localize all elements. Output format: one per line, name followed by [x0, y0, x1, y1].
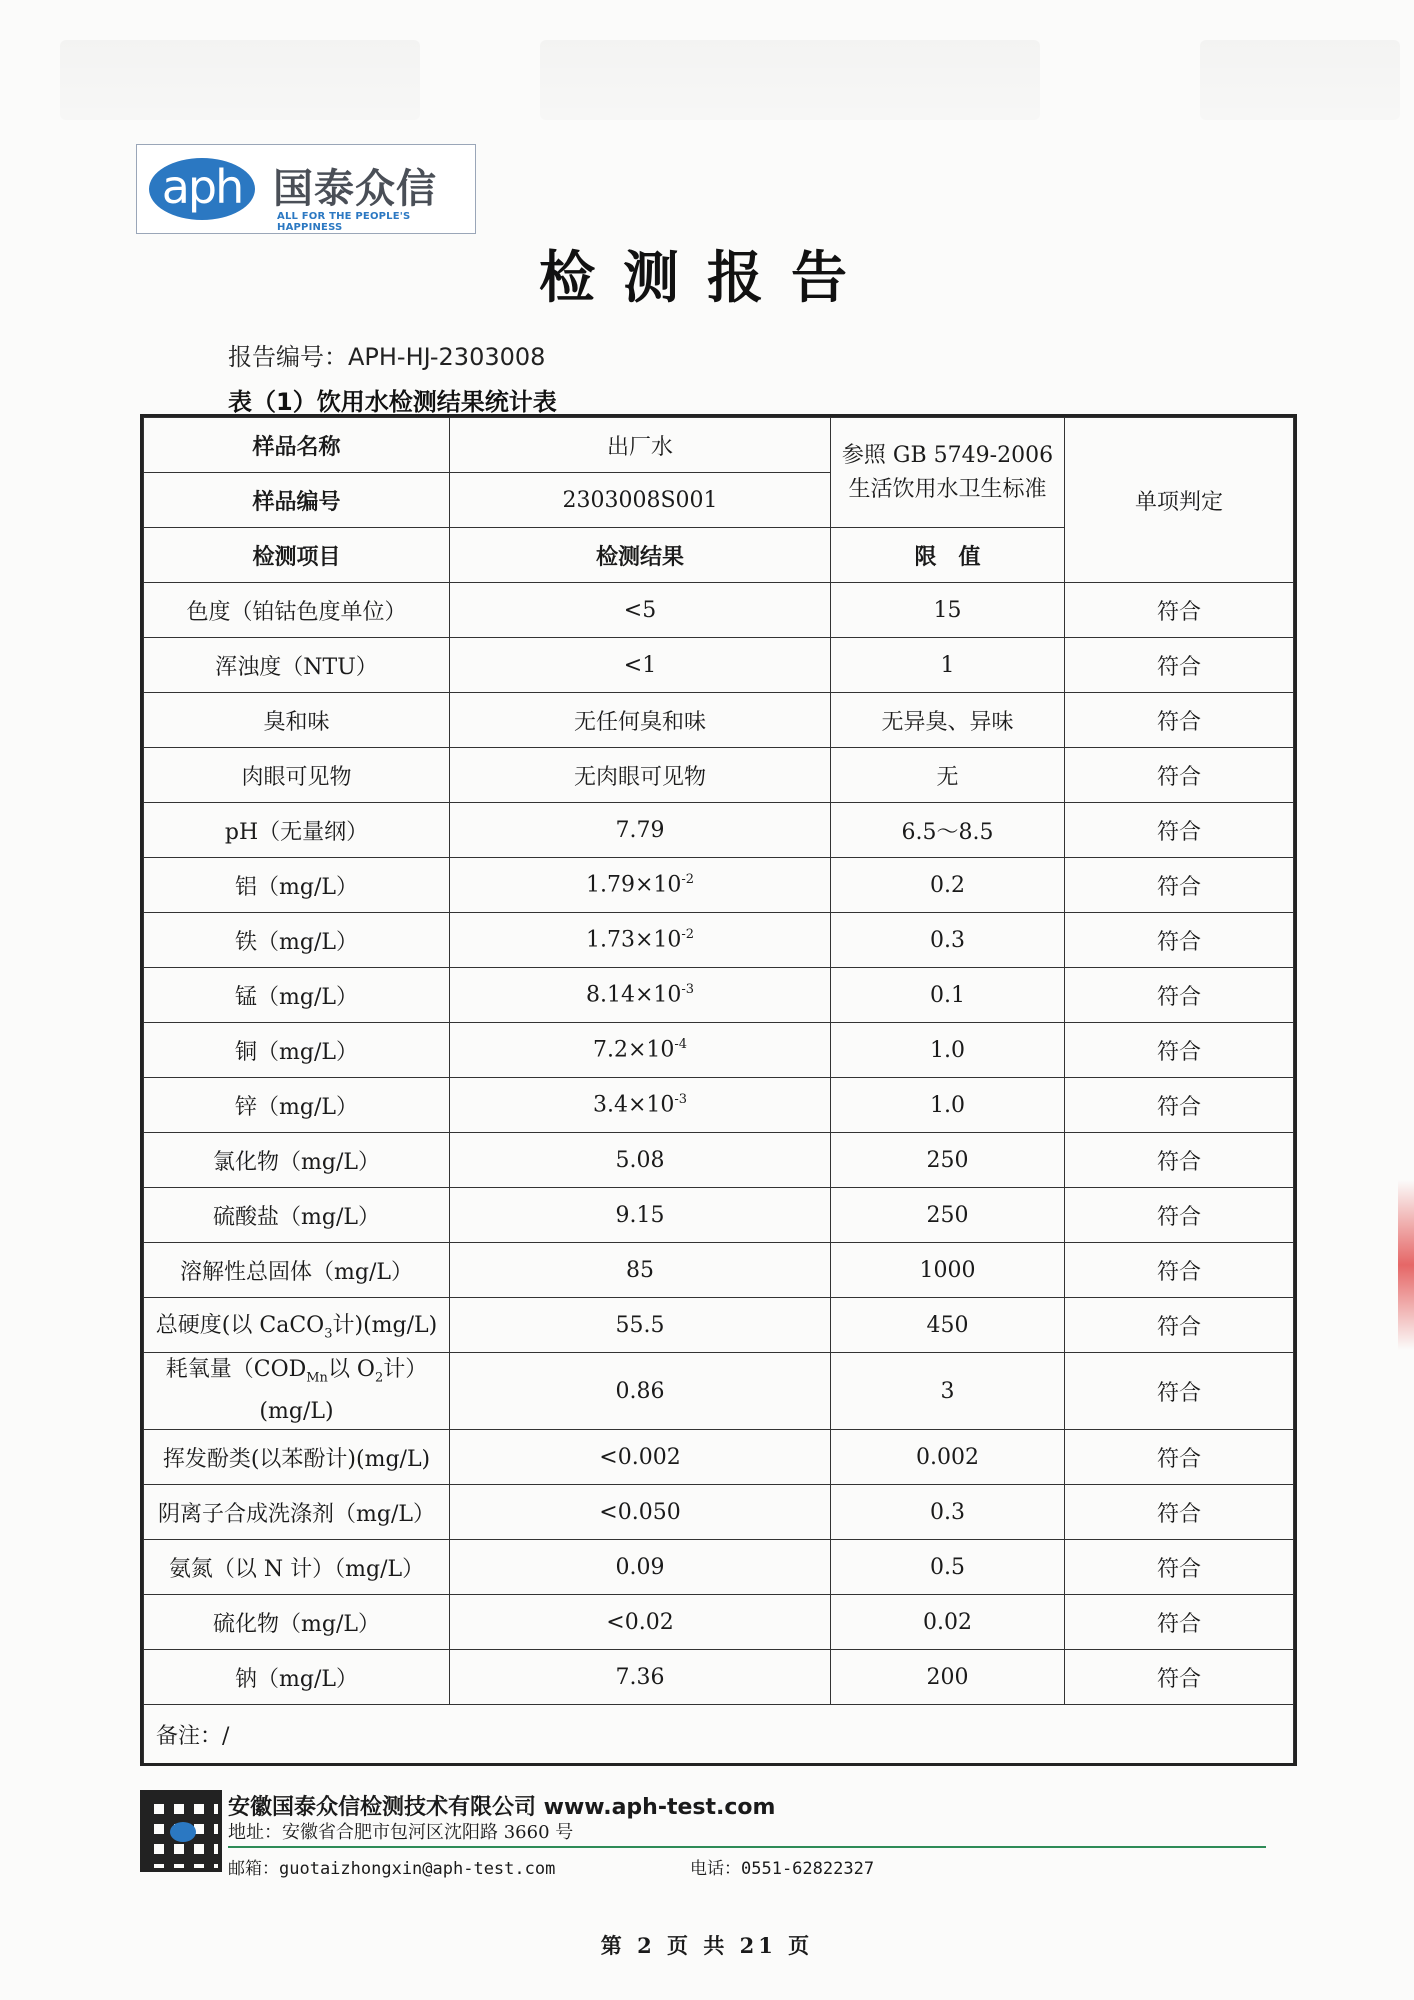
result-cell: <5 [450, 583, 831, 638]
judgement-cell: 符合 [1065, 1430, 1294, 1485]
table-row [144, 803, 1294, 858]
limit-cell: 无 [831, 748, 1065, 803]
scan-shadow [540, 40, 1040, 120]
table-row [144, 1023, 1294, 1078]
limit-cell: 250 [831, 1188, 1065, 1243]
item-cell: 钠（mg/L） [144, 1650, 450, 1705]
result-cell: 无肉眼可见物 [450, 748, 831, 803]
remark-row [144, 1705, 1294, 1763]
company-name: 安徽国泰众信检测技术有限公司 www.aph-test.com [228, 1795, 776, 1820]
result-cell: 85 [450, 1243, 831, 1298]
item-cell: 氯化物（mg/L） [144, 1133, 450, 1188]
result-cell: <0.02 [450, 1595, 831, 1650]
judgement-cell: 符合 [1065, 638, 1294, 693]
judgement-cell: 符合 [1065, 1243, 1294, 1298]
judgement-cell: 符合 [1065, 1023, 1294, 1078]
company-logo [136, 144, 476, 234]
limit-cell: 0.02 [831, 1595, 1065, 1650]
judgement-cell: 符合 [1065, 858, 1294, 913]
item-cell: 铁（mg/L） [144, 913, 450, 968]
item-cell: 挥发酚类(以苯酚计)(mg/L) [144, 1430, 450, 1485]
item-cell: 铝（mg/L） [144, 858, 450, 913]
judgement-cell: 符合 [1065, 803, 1294, 858]
limit-cell: 0.3 [831, 913, 1065, 968]
judgement-cell: 符合 [1065, 1540, 1294, 1595]
item-cell: 浑浊度（NTU） [144, 638, 450, 693]
limit-cell: 200 [831, 1650, 1065, 1705]
result-label: 检测结果 [450, 528, 831, 583]
item-cell: 肉眼可见物 [144, 748, 450, 803]
limit-cell: 0.2 [831, 858, 1065, 913]
table-row [144, 968, 1294, 1023]
logo-name: 国泰众信 [273, 166, 437, 212]
judgement-cell: 符合 [1065, 1650, 1294, 1705]
judgement-cell: 符合 [1065, 1595, 1294, 1650]
judgement-cell: 符合 [1065, 1298, 1294, 1353]
result-cell: 7.79 [450, 803, 831, 858]
sample-name-label: 样品名称 [144, 418, 450, 473]
table-row [144, 1133, 1294, 1188]
result-cell: 55.5 [450, 1298, 831, 1353]
item-cell: 硫化物（mg/L） [144, 1595, 450, 1650]
report-number: 报告编号：APH-HJ-2303008 [228, 343, 546, 371]
limit-cell: 0.5 [831, 1540, 1065, 1595]
logo-slogan: ALL FOR THE PEOPLE'S HAPPINESS [277, 211, 411, 233]
result-cell: 0.86 [450, 1353, 831, 1430]
sample-code-value: 2303008S001 [450, 473, 831, 528]
judgement-cell: 符合 [1065, 1078, 1294, 1133]
item-cell: 硫酸盐（mg/L） [144, 1188, 450, 1243]
result-cell: 0.09 [450, 1540, 831, 1595]
item-cell: pH（无量纲） [144, 803, 450, 858]
table-row [144, 1485, 1294, 1540]
document-title: 检测报告 [539, 246, 875, 311]
limit-cell: 0.002 [831, 1430, 1065, 1485]
judgement-cell: 符合 [1065, 748, 1294, 803]
table-row [144, 638, 1294, 693]
limit-cell: 0.1 [831, 968, 1065, 1023]
judgement-cell: 符合 [1065, 1133, 1294, 1188]
table-row [144, 1353, 1294, 1430]
remark-cell: 备注：/ [144, 1705, 1294, 1763]
result-cell: 5.08 [450, 1133, 831, 1188]
item-cell: 臭和味 [144, 693, 450, 748]
table-row [144, 583, 1294, 638]
judgement-cell: 符合 [1065, 1188, 1294, 1243]
result-cell: $1.73\times 10^{-2}$ [450, 913, 831, 968]
item-cell: 锌（mg/L） [144, 1078, 450, 1133]
result-cell: $1.79\times 10^{-2}$ [450, 858, 831, 913]
table-row [144, 693, 1294, 748]
logo-mark: aph [149, 158, 255, 220]
judgement-cell: 符合 [1065, 583, 1294, 638]
item-cell: 溶解性总固体（mg/L） [144, 1243, 450, 1298]
limit-cell: 0.3 [831, 1485, 1065, 1540]
result-cell: 7.36 [450, 1650, 831, 1705]
company-phone: 电话：0551-62822327 [690, 1859, 875, 1879]
judgement-cell: 符合 [1065, 968, 1294, 1023]
result-cell: $7.2\times 10^{-4}$ [450, 1023, 831, 1078]
judgement-label: 单项判定 [1065, 418, 1294, 583]
scan-shadow [60, 40, 420, 120]
table-row [144, 1430, 1294, 1485]
judgement-cell: 符合 [1065, 1485, 1294, 1540]
limit-cell: 3 [831, 1353, 1065, 1430]
limit-cell: 无异臭、异味 [831, 693, 1065, 748]
limit-cell: 1.0 [831, 1078, 1065, 1133]
results-table [140, 414, 1297, 1766]
sample-name-value: 出厂水 [450, 418, 831, 473]
result-cell: <0.050 [450, 1485, 831, 1540]
limit-cell: 1 [831, 638, 1065, 693]
table-row [144, 1078, 1294, 1133]
company-email: 邮箱：guotaizhongxin@aph-test.com [228, 1859, 556, 1879]
limit-cell: 450 [831, 1298, 1065, 1353]
table-row [144, 858, 1294, 913]
item-cell: 总硬度(以 CaCO$_3$计)(mg/L) [144, 1298, 450, 1353]
table-row [144, 1595, 1294, 1650]
table-row [144, 1243, 1294, 1298]
limit-cell: 250 [831, 1133, 1065, 1188]
result-cell: $3.4\times 10^{-3}$ [450, 1078, 831, 1133]
table-row [144, 748, 1294, 803]
table-row [144, 1540, 1294, 1595]
result-cell: <1 [450, 638, 831, 693]
table-caption: 表（1）饮用水检测结果统计表 [228, 388, 557, 416]
table-row [144, 1298, 1294, 1353]
seal-edge-stamp [1398, 1180, 1414, 1350]
item-cell: 耗氧量（$COD_{Mn}$以 $O_2$计） (mg/L) [144, 1353, 450, 1430]
limit-cell: 6.5～8.5 [831, 803, 1065, 858]
item-cell: 铜（mg/L） [144, 1023, 450, 1078]
limit-cell: 15 [831, 583, 1065, 638]
judgement-cell: 符合 [1065, 693, 1294, 748]
result-cell: $8.14\times 10^{-3}$ [450, 968, 831, 1023]
result-cell: 9.15 [450, 1188, 831, 1243]
result-cell: <0.002 [450, 1430, 831, 1485]
item-label: 检测项目 [144, 528, 450, 583]
limit-cell: 1.0 [831, 1023, 1065, 1078]
item-cell: 氨氮（以 N 计）（mg/L） [144, 1540, 450, 1595]
item-cell: 阴离子合成洗涤剂（mg/L） [144, 1485, 450, 1540]
standard-label: 参照 GB 5749-2006 生活饮用水卫生标准 [831, 418, 1065, 528]
table-row [144, 1188, 1294, 1243]
item-cell: 锰（mg/L） [144, 968, 450, 1023]
footer-divider [228, 1846, 1266, 1848]
qr-code-icon [140, 1790, 222, 1872]
scan-shadow [1200, 40, 1400, 120]
table-row [144, 1650, 1294, 1705]
table-row [144, 913, 1294, 968]
limit-cell: 1000 [831, 1243, 1065, 1298]
result-cell: 无任何臭和味 [450, 693, 831, 748]
sample-code-label: 样品编号 [144, 473, 450, 528]
judgement-cell: 符合 [1065, 913, 1294, 968]
judgement-cell: 符合 [1065, 1353, 1294, 1430]
item-cell: 色度（铂钴色度单位） [144, 583, 450, 638]
limit-label: 限 值 [831, 528, 1065, 583]
company-address: 地址：安徽省合肥市包河区沈阳路 3660 号 [228, 1822, 574, 1843]
page-number: 第 2 页 共 21 页 [600, 1933, 814, 1958]
